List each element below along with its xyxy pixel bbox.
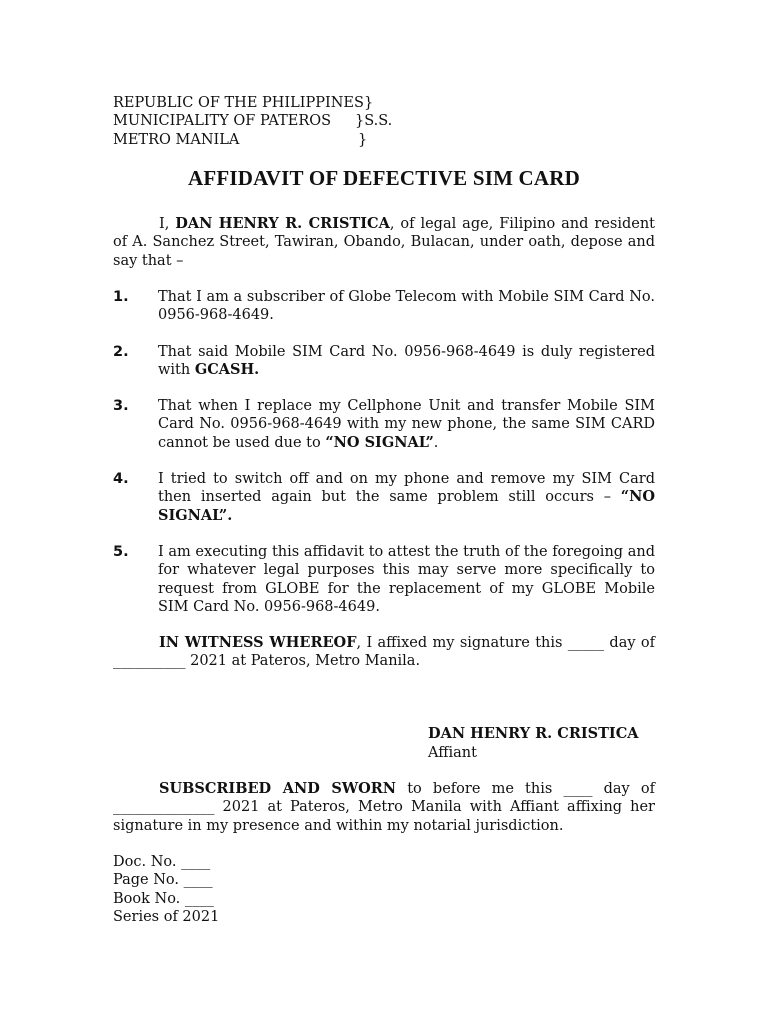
item-3-text <box>158 397 655 452</box>
book-number: Book No. ____ <box>113 891 214 907</box>
item-2-pre: That said Mobile SIM Card No. 0956-968-4649 is duly registered with <box>158 344 655 379</box>
item-3-pre: That when I replace my Cellphone Unit and transfer Mobile SIM Card No. 0956-968-4649 with my new phone, the same SIM CARD cannot be used due to <box>158 398 655 451</box>
item-4-number: 4. <box>113 471 129 487</box>
doc-number: Doc. No. ____ <box>113 854 211 870</box>
series-year: Series of 2021 <box>113 909 220 925</box>
intro-post: , of legal age, Filipino and resident of A. Sanchez Street, Tawiran, Obando, Bulacan, under oath, depose and say that – <box>113 216 655 269</box>
venue-metro-manila: METRO MANILA <box>113 132 240 148</box>
item-5-number: 5. <box>113 544 129 560</box>
item-2-bold: GCASH. <box>194 361 260 379</box>
item-3-post: . <box>433 434 439 451</box>
item-1-text: That I am a subscriber of Globe Telecom with Mobile SIM Card No. 0956-968-4649. <box>158 289 655 324</box>
venue-ss-mark: }S.S. <box>355 113 393 129</box>
affiant-label: Affiant <box>428 745 477 761</box>
venue-republic: REPUBLIC OF THE PHILIPPINES} <box>113 95 374 111</box>
item-3-bold: “NO SIGNAL” <box>325 433 434 451</box>
item-3-number: 3. <box>113 398 129 414</box>
item-2-text <box>158 343 655 380</box>
item-1-number: 1. <box>113 289 129 305</box>
affiant-name: DAN HENRY R. CRISTICA <box>428 725 639 742</box>
item-4-bold: “NO SIGNAL”. <box>158 488 655 524</box>
venue-brace-mark: } <box>358 132 368 148</box>
intro-pre: I, <box>159 216 176 232</box>
jurat-bold: SUBSCRIBED AND SWORN <box>159 780 397 797</box>
item-5-text: I am executing this affidavit to attest the truth of the foregoing and for whatever legal purposes this may serve more specifically to request from GLOBE for the replacement of my GLOBE Mobile SIM Card No. 0956-968-4649. <box>158 544 655 615</box>
witness-text: , I affixed my signature this _____ day of __________ 2021 at Pateros, Metro Manila. <box>113 635 655 670</box>
document-title: AFFIDAVIT OF DEFECTIVE SIM CARD <box>187 166 581 190</box>
jurat-paragraph <box>113 780 655 835</box>
witness-paragraph <box>113 634 655 671</box>
affiant-name-inline: DAN HENRY R. CRISTICA <box>175 215 390 232</box>
jurat-text: to before me this ____ day of ______________ 2021 at Pateros, Metro Manila with Affiant affixing her signature in my presence and within my notarial jurisdiction. <box>113 781 655 834</box>
item-2-number: 2. <box>113 344 129 360</box>
item-4-pre: I tried to switch off and on my phone and remove my SIM Card then inserted again but the same problem still occurs – <box>158 471 655 506</box>
page-number: Page No. ____ <box>113 872 213 888</box>
witness-bold: IN WITNESS WHEREOF <box>159 634 357 651</box>
venue-municipality: MUNICIPALITY OF PATEROS <box>113 113 332 129</box>
item-4-text <box>158 470 655 525</box>
intro-paragraph <box>113 215 655 270</box>
